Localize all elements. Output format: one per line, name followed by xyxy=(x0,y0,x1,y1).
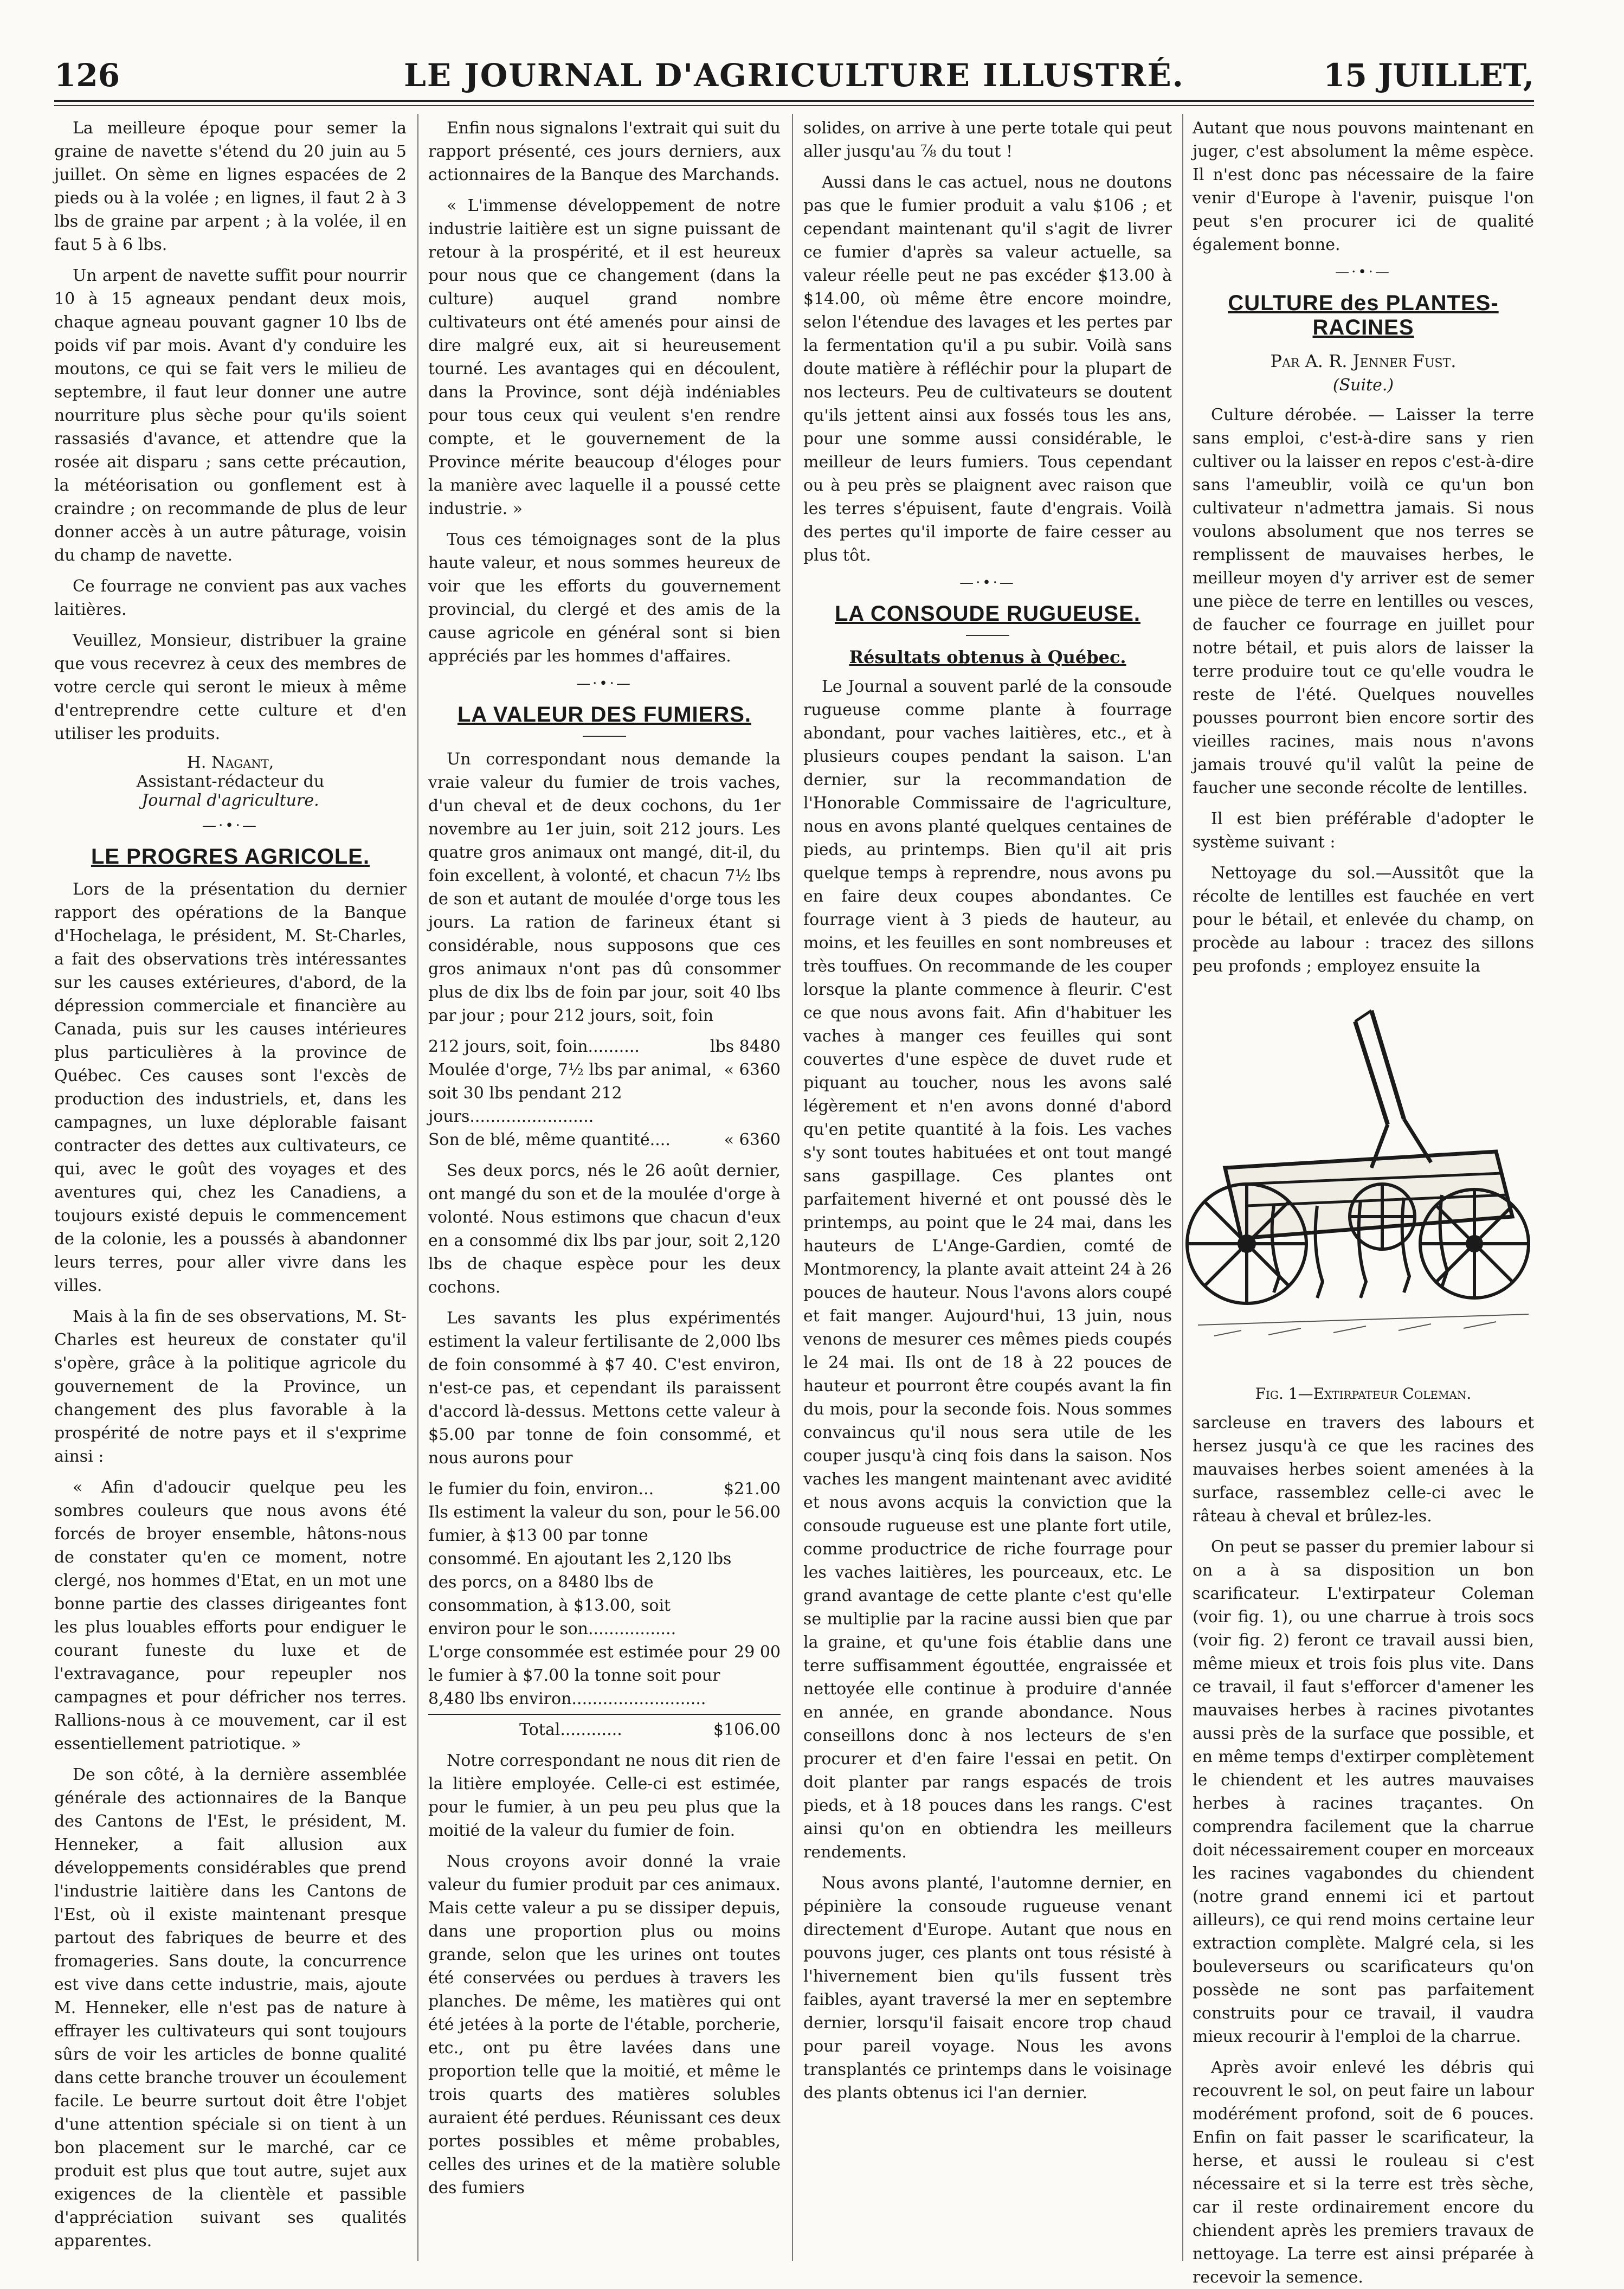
journal-title: LE JOURNAL D'AGRICULTURE ILLUSTRÉ. xyxy=(404,57,1184,94)
issue-date: 15 JUILLET, xyxy=(1323,57,1534,94)
paragraph: De son côté, à la dernière assemblée générale des actionnaires de la Banque des Cantons de l'Est, le président, M. Henneker, a fait allusion aux développements considérables que prend l'industrie laitière dans les Cantons de l'Est, où il existe maintenant presque partout des fabriques de beurre et des fromageries. Sans doute, la concurrence est vive dans cette industrie, mais, ajoute M. Henneker, elle n'est pas de nature à effrayer les cultivateurs qui sont toujours sûrs de voir les articles de bonne qualité dans cette branche trouver un écoulement facile. Le beurre surtout doit être l'objet d'une attention spéciale si on tient à un bon placement sur le marché, car ce produit est plus que tout autre, sujet aux exigences de la clientèle et passible d'appréciation suivant ses qualités apparentes. xyxy=(54,1765,407,2251)
paragraph: La meilleure époque pour semer la graine de navette s'étend du 20 juin au 5 juillet. On sème en lignes espacées de 2 pieds ou à la volée ; en lignes, il faut 2 à 3 lbs de graine par arpent ; à la volée, il en faut 5 à 6 lbs. xyxy=(54,119,407,254)
paragraph: Lors de la présentation du dernier rapport des opérations de la Banque d'Hochelaga, le président, M. St-Charles, a fait des observations très intéressantes sur les causes extérieures, d'abord, de la dépression commerciale et financière au Canada, puis sur les causes intérieures plus particulières à la province de Québec. Ces causes sont l'excès de production des industriels, et, dans les campagnes, un luxe déplorable faisant contracter des dettes aux cultivateurs, ce qui, avec le goût des voyages et des aventures qui, chez les Canadiens, a toujours existé depuis le commencement de la colonie, les a poussés à abandonner leurs terres, pour aller vivre dans les villes. xyxy=(54,880,407,1295)
title-rule xyxy=(583,736,626,737)
column-4 xyxy=(1193,117,1534,2287)
paragraph: Les savants les plus expérimentés estiment la valeur fertilisante de 2,000 lbs de foin consommé à $7 40. C'est environ, n'est-ce pas, et cependant ils paraissent d'accord là-dessus. Mettons cette valeur à $5.00 par tonne de foin consommé, et nous aurons pour xyxy=(428,1309,781,1468)
cultivator-engraving xyxy=(1193,989,1534,1379)
ledger-row: 212 jours, soit, foin.......... lbs 8480 xyxy=(428,1037,781,1056)
paragraph: Aussi dans le cas actuel, nous ne doutons pas que le fumier produit a valu $106 ; et cependant maintenant qu'il s'agit de livrer ce fumier d'après sa valeur actuelle, sa valeur réelle peut ne pas excéder $13.00 à $14.00, où même être encore moindre, selon l'étendue des lavages et les pertes par la fermentation qu'il a pu subir. Voilà sans doute matière à réfléchir pour la plupart de nos lecteurs. Peu de cultivateurs se doutent qu'ils jettent ainsi aux fossés tous les ans, pour une somme aussi considérable, le meilleur de leurs fumiers. Tous cependant ou à peu près se plaignent avec raison que les terres s'épuisent, faute d'engrais. Voilà des pertes qu'il importe de faire cesser au plus tôt. xyxy=(803,173,1172,565)
paragraph: sarcleuse en travers des labours et hersez jusqu'à ce que les racines des mauvaises herbes soient amenées à la surface, rassemblez celle-ci avec le râteau à cheval et brûlez-les. xyxy=(1193,1413,1534,1526)
section-title-plantes-racines: CULTURE des PLANTES-RACINES xyxy=(1228,291,1499,339)
quotation: « Afin d'adoucir quelque peu les sombres couleurs que nous avons été forcés de broyer ensemble, hâtons-nous de constater qu'en ce moment, notre clergé, nos hommes d'Etat, en un mot une bonne partie des classes dirigeantes font les plus louables efforts pour endiguer le courant funeste du luxe et de l'extravagance, pour repeupler nos campagnes et pour défricher nos terres. Rallions-nous à ce mouvement, car il est essentiellement patriotique. » xyxy=(54,1478,407,1753)
section-title-progres-agricole: LE PROGRES AGRICOLE. xyxy=(91,845,370,869)
section-title-valeur-fumiers: LA VALEUR DES FUMIERS. xyxy=(457,703,752,726)
paragraph: Il est bien préférable d'adopter le système suivant : xyxy=(1193,809,1534,852)
ornament-separator: —·•·— xyxy=(202,818,259,834)
paragraph: Le Journal a souvent parlé de la consoude rugueuse comme plante à fourrage abondant, pour vaches laitières, etc., et à plusieurs coupes pendant la saison. L'an dernier, sur la recommandation de l'Honorable Commissaire de l'agriculture, nous en avons planté quelques centaines de pieds, au printemps. Bien qu'il ait pris quelque temps à reprendre, nous avons pu en faire deux coupes abondantes. Ce fourrage vient à 3 pieds de hauteur, au moins, et les feuilles en sont nombreuses et très touffues. On recommande de les couper lorsque la plante commence à fleurir. C'est ce que nous avons fait. Afin d'habituer les vaches à manger ces feuilles qui sont couvertes d'une espèce de duvet rude et piquant au toucher, nous les avons salé légèrement et n'en avons donné d'abord qu'en petite quantité à la fois. Les vaches s'y sont toutes habituées et ont tout mangé sans gaspillage. Ces plantes ont parfaitement hiverné et ont poussé dès le printemps, au point que le 24 mai, dans les hauteurs de L'Ange-Gardien, comté de Montmorency, la plante avait atteint 24 à 26 pouces de hauteur. Nous l'avons alors coupé et fait manger. Aujourd'hui, 13 juin, nous venons de mesurer ces mêmes pieds coupés le 24 mai. Ils ont de 18 à 22 pouces de hauteur et pourront être coupés avant la fin du mois, pour la seconde fois. Nous sommes convaincus qu'il nous sera utile de les couper jusqu'à cinq fois dans la saison. Nos vaches les mangent maintenant avec avidité et nous avons acquis la conviction que la consoude rugueuse est une plante fort utile, comme productrice de riche fourrage pour les vaches laitières, les pourceaux, etc. Le grand avantage de cette plante c'est qu'elle se multiplie par la racine aussi bien que par la graine, et qu'une fois établie dans une terre suffisamment égouttée, engraissée et nettoyée elle continue à produire d'année en année, en grande abondance. Nous conseillons donc à nos lecteurs de s'en procurer et d'en faire l'essai en petit. On doit planter par rangs espacés de trois pieds, et à 18 pouces dans les rangs. C'est ainsi qu'on en obtiendra les meilleurs rendements. xyxy=(803,677,1172,1862)
column-divider xyxy=(792,114,793,2261)
ornament-separator: —·•·— xyxy=(1335,264,1391,280)
header-rule xyxy=(54,100,1534,102)
ledger-row: L'orge consommée est estimée pour le fumier à $7.00 la tonne soit pour 8,480 lbs environ.......................... 29 00 xyxy=(428,1643,781,1708)
ledger-row: Ils estiment la valeur du son, pour le fumier, à $13 00 par tonne consommé. En ajoutant les 2,120 lbs des porcs, on a 8480 lbs de consommation, à $13.00, soit environ pour le son................. 56.00 xyxy=(428,1503,781,1638)
byline: Par A. R. Jenner Fust. xyxy=(1270,351,1457,371)
column-1 xyxy=(54,117,407,2264)
manure-value-ledger xyxy=(428,1477,781,1741)
paragraph: Un correspondant nous demande la vraie valeur du fumier de trois vaches, d'un cheval et de deux cochons, du 1er novembre au 1er juin, soit 212 jours. Les quatre gros animaux ont mangé, dit-il, du foin excellent, à volonté, et chacun 7½ lbs de son et autant de moulée d'orge tous les jours. La ration de farineux étant si considérable, nous supposons que ces gros animaux n'ont pas dû consommer plus de dix lbs de foin par jour, soit 40 lbs par jour ; pour 212 jours, soit, foin xyxy=(428,750,781,1025)
column-3 xyxy=(803,117,1172,2264)
figure-caption: Fig. 1—Extirpateur Coleman. xyxy=(1255,1385,1472,1403)
paragraph: Enfin nous signalons l'extrait qui suit du rapport présenté, ces jours derniers, aux actionnaires de la Banque des Marchands. xyxy=(428,119,781,184)
quotation: « L'immense développement de notre industrie laitière est un signe puissant de retour à la prospérité, et il est heureux pour nous que ce changement (dans la culture) auquel grand nombre cultivateurs ont été amenés pour ainsi de dire malgré eux, ait si heureusement tourné. Les avantages qui en découlent, dans la Province, sont déjà indéniables pour tous ceux qui veulent s'en rendre compte, et le gouvernement de la Province mérite beaucoup d'éloges pour la manière avec laquelle il a poussé cette industrie. » xyxy=(428,196,781,518)
signature-role: Assistant-rédacteur du xyxy=(136,772,325,791)
section-subtitle: Résultats obtenus à Québec. xyxy=(849,647,1126,667)
paragraph: On peut se passer du premier labour si on a à sa disposition un bon scarificateur. L'extirpateur Coleman (voir fig. 1), ou une charrue à trois socs (voir fig. 2) feront ce travail aussi bien, même mieux et trois fois plus vite. Dans ce travail, il faut s'efforcer d'amener les mauvaises herbes à racines pivotantes aussi près de la surface que possible, et en même temps d'extirper complètement le chiendent et les autres mauvaises herbes à racines traçantes. On comprendra facilement que la charrue doit nécessairement couper en morceaux les racines vagabondes du chiendent (notre grand ennemi ici et partout ailleurs), ce qui rend moins certaine leur extraction complète. Malgré cela, si les bouleverseurs ou scarificateurs qu'on possède ne sont pas parfaitement construits pour ce travail, il vaudra mieux recourir à l'emploi de la charrue. xyxy=(1193,1538,1534,2046)
paragraph: Nous avons planté, l'automne dernier, en pépinière la consoude rugueuse venant directement d'Europe. Autant que nous en pouvons juger, ces plants ont tous résisté à l'hivernement bien qu'ils fussent très faibles, ayant traversé la mer en septembre dernier, lorsqu'il faisait encore trop chaud pour pareil voyage. Nous les avons transplantés ce printemps dans le voisinage des plants obtenus ici l'an dernier. xyxy=(803,1874,1172,2102)
paragraph: Nous croyons avoir donné la vraie valeur du fumier produit par ces animaux. Mais cette valeur a pu se dissiper depuis, dans une proportion plus ou moins grande, selon que les urines ont toutes été conservées ou perdues à travers les planches. De même, les matières qui ont été jetées à la porte de l'étable, porcherie, etc., ont pu être lavées dans une proportion telle que la moitié, et même le trois quarts des matières solubles auraient été perdues. Réunissant ces deux portes possibles et même probables, celles des urines et de la matière soluble des fumiers xyxy=(428,1852,781,2197)
column-divider xyxy=(1182,114,1183,2261)
page-number: 126 xyxy=(54,57,120,94)
ledger-row: Moulée d'orge, 7½ lbs par animal, soit 30 lbs pendant 212 jours........................ « 6360 xyxy=(428,1060,781,1126)
feed-ledger xyxy=(428,1035,781,1152)
paragraph: Mais à la fin de ses observations, M. St-Charles est heureux de constater qu'il s'opère, grâce à la politique agricole du gouvernement de la Province, un changement des plus favorable à la prospérité de notre pays et il s'exprime ainsi : xyxy=(54,1307,407,1466)
header-rule-thin xyxy=(54,105,1534,106)
paragraph: Ses deux porcs, nés le 26 août dernier, ont mangé du son et de la moulée d'orge à volonté. Nous estimons que chacun d'eux en a consommé dix lbs par jour, soit 2,120 lbs de chaque espèce pour les deux cochons. xyxy=(428,1161,781,1297)
continued-note: (Suite.) xyxy=(1332,376,1394,395)
signature-name: H. Nagant, xyxy=(186,753,274,772)
paragraph: solides, on arrive à une perte totale qui peut aller jusqu'au ⅞ du tout ! xyxy=(803,119,1172,161)
paragraph: Un arpent de navette suffit pour nourrir 10 à 15 agneaux pendant deux mois, chaque agneau pouvant gagner 10 lbs de poids vif par mois. Avant d'y conduire les moutons, ce qui se fait vers le milieu de septembre, il faut leur donner une autre nourriture plus sèche pour qu'ils soient rassasiés d'avance, et attendre que la rosée ait disparu ; sans cette précaution, la météorisation ou gonflement est à craindre ; on recommande de plus de leur donner accès à un autre pâturage, voisin du champ de navette. xyxy=(54,266,407,565)
paragraph: Ce fourrage ne convient pas aux vaches laitières. xyxy=(54,577,407,619)
paragraph: Notre correspondant ne nous dit rien de la litière employée. Celle-ci est estimée, pour le fumier, à un peu peu plus que la moitié de la valeur du fumier de foin. xyxy=(428,1751,781,1840)
paragraph: Nettoyage du sol.—Aussitôt que la récolte de lentilles est fauchée en vert pour le bétail, et enlevée du champ, on procède au labour : tracez des sillons peu profonds ; employez ensuite la xyxy=(1193,864,1534,976)
extirpateur-illustration xyxy=(1193,989,1534,1379)
column-2 xyxy=(428,117,781,2264)
paragraph: Après avoir enlevé les débris qui recouvrent le sol, on peut faire un labour modérément profond, soit de 6 pouces. Enfin on fait passer le scarificateur, la herse, et aussi le rouleau si c'est nécessaire et si la terre est très sèche, car il reste ordinairement encore du chiendent après les premiers travaux de nettoyage. La terre est ainsi préparée à recevoir la semence. xyxy=(1193,2058,1534,2287)
page-header xyxy=(54,52,1534,100)
paragraph: Autant que nous pouvons maintenant en juger, c'est absolument la même espèce. Il n'est donc pas nécessaire de la faire venir d'Europe à l'avenir, puisque l'on peut s'en procurer ici de qualité également bonne. xyxy=(1193,119,1534,254)
ledger-total: Total............ $106.00 xyxy=(428,1714,781,1741)
ledger-row: le fumier du foin, environ... $21.00 xyxy=(428,1480,781,1499)
paragraph: Veuillez, Monsieur, distribuer la graine que vous recevrez à ceux des membres de votre cercle qui seront le mieux à même d'entreprendre cette culture et d'en utiliser les produits. xyxy=(54,631,407,743)
ornament-separator: —·•·— xyxy=(576,676,633,692)
title-rule xyxy=(966,635,1009,636)
column-divider xyxy=(417,114,418,2261)
paragraph: Culture dérobée. — Laisser la terre sans emploi, c'est-à-dire sans y rien cultiver ou la laisser en repos c'est-à-dire sans l'ameublir, voilà ce qu'un bon cultivateur n'admettra jamais. Si nous voulons absolument que nos terres se remplissent de mauvaises herbes, le meilleur moyen d'y arriver est de semer une pièce de terre en lentilles ou vesces, de faucher ce fourrage en juillet pour notre bétail, et puis alors de laisser la terre produire tout ce qu'elle voudra le reste de l'été. Quelques nouvelles pousses pourront bien encore sortir des vieilles racines, mais nous n'avons jamais trouvé qu'il valût la peine de faucher une seconde récolte de lentilles. xyxy=(1193,406,1534,798)
ledger-row: Son de blé, même quantité.... « 6360 xyxy=(428,1130,781,1149)
signature-role: Journal d'agriculture. xyxy=(141,791,319,810)
section-title-consoude: LA CONSOUDE RUGUEUSE. xyxy=(834,602,1140,626)
paragraph: Tous ces témoignages sont de la plus haute valeur, et nous sommes heureux de voir que les efforts du gouvernement provincial, du clergé et des amis de la cause agricole en général sont si bien appréciés par les hommes d'affaires. xyxy=(428,530,781,666)
ornament-separator: —·•·— xyxy=(959,575,1016,591)
